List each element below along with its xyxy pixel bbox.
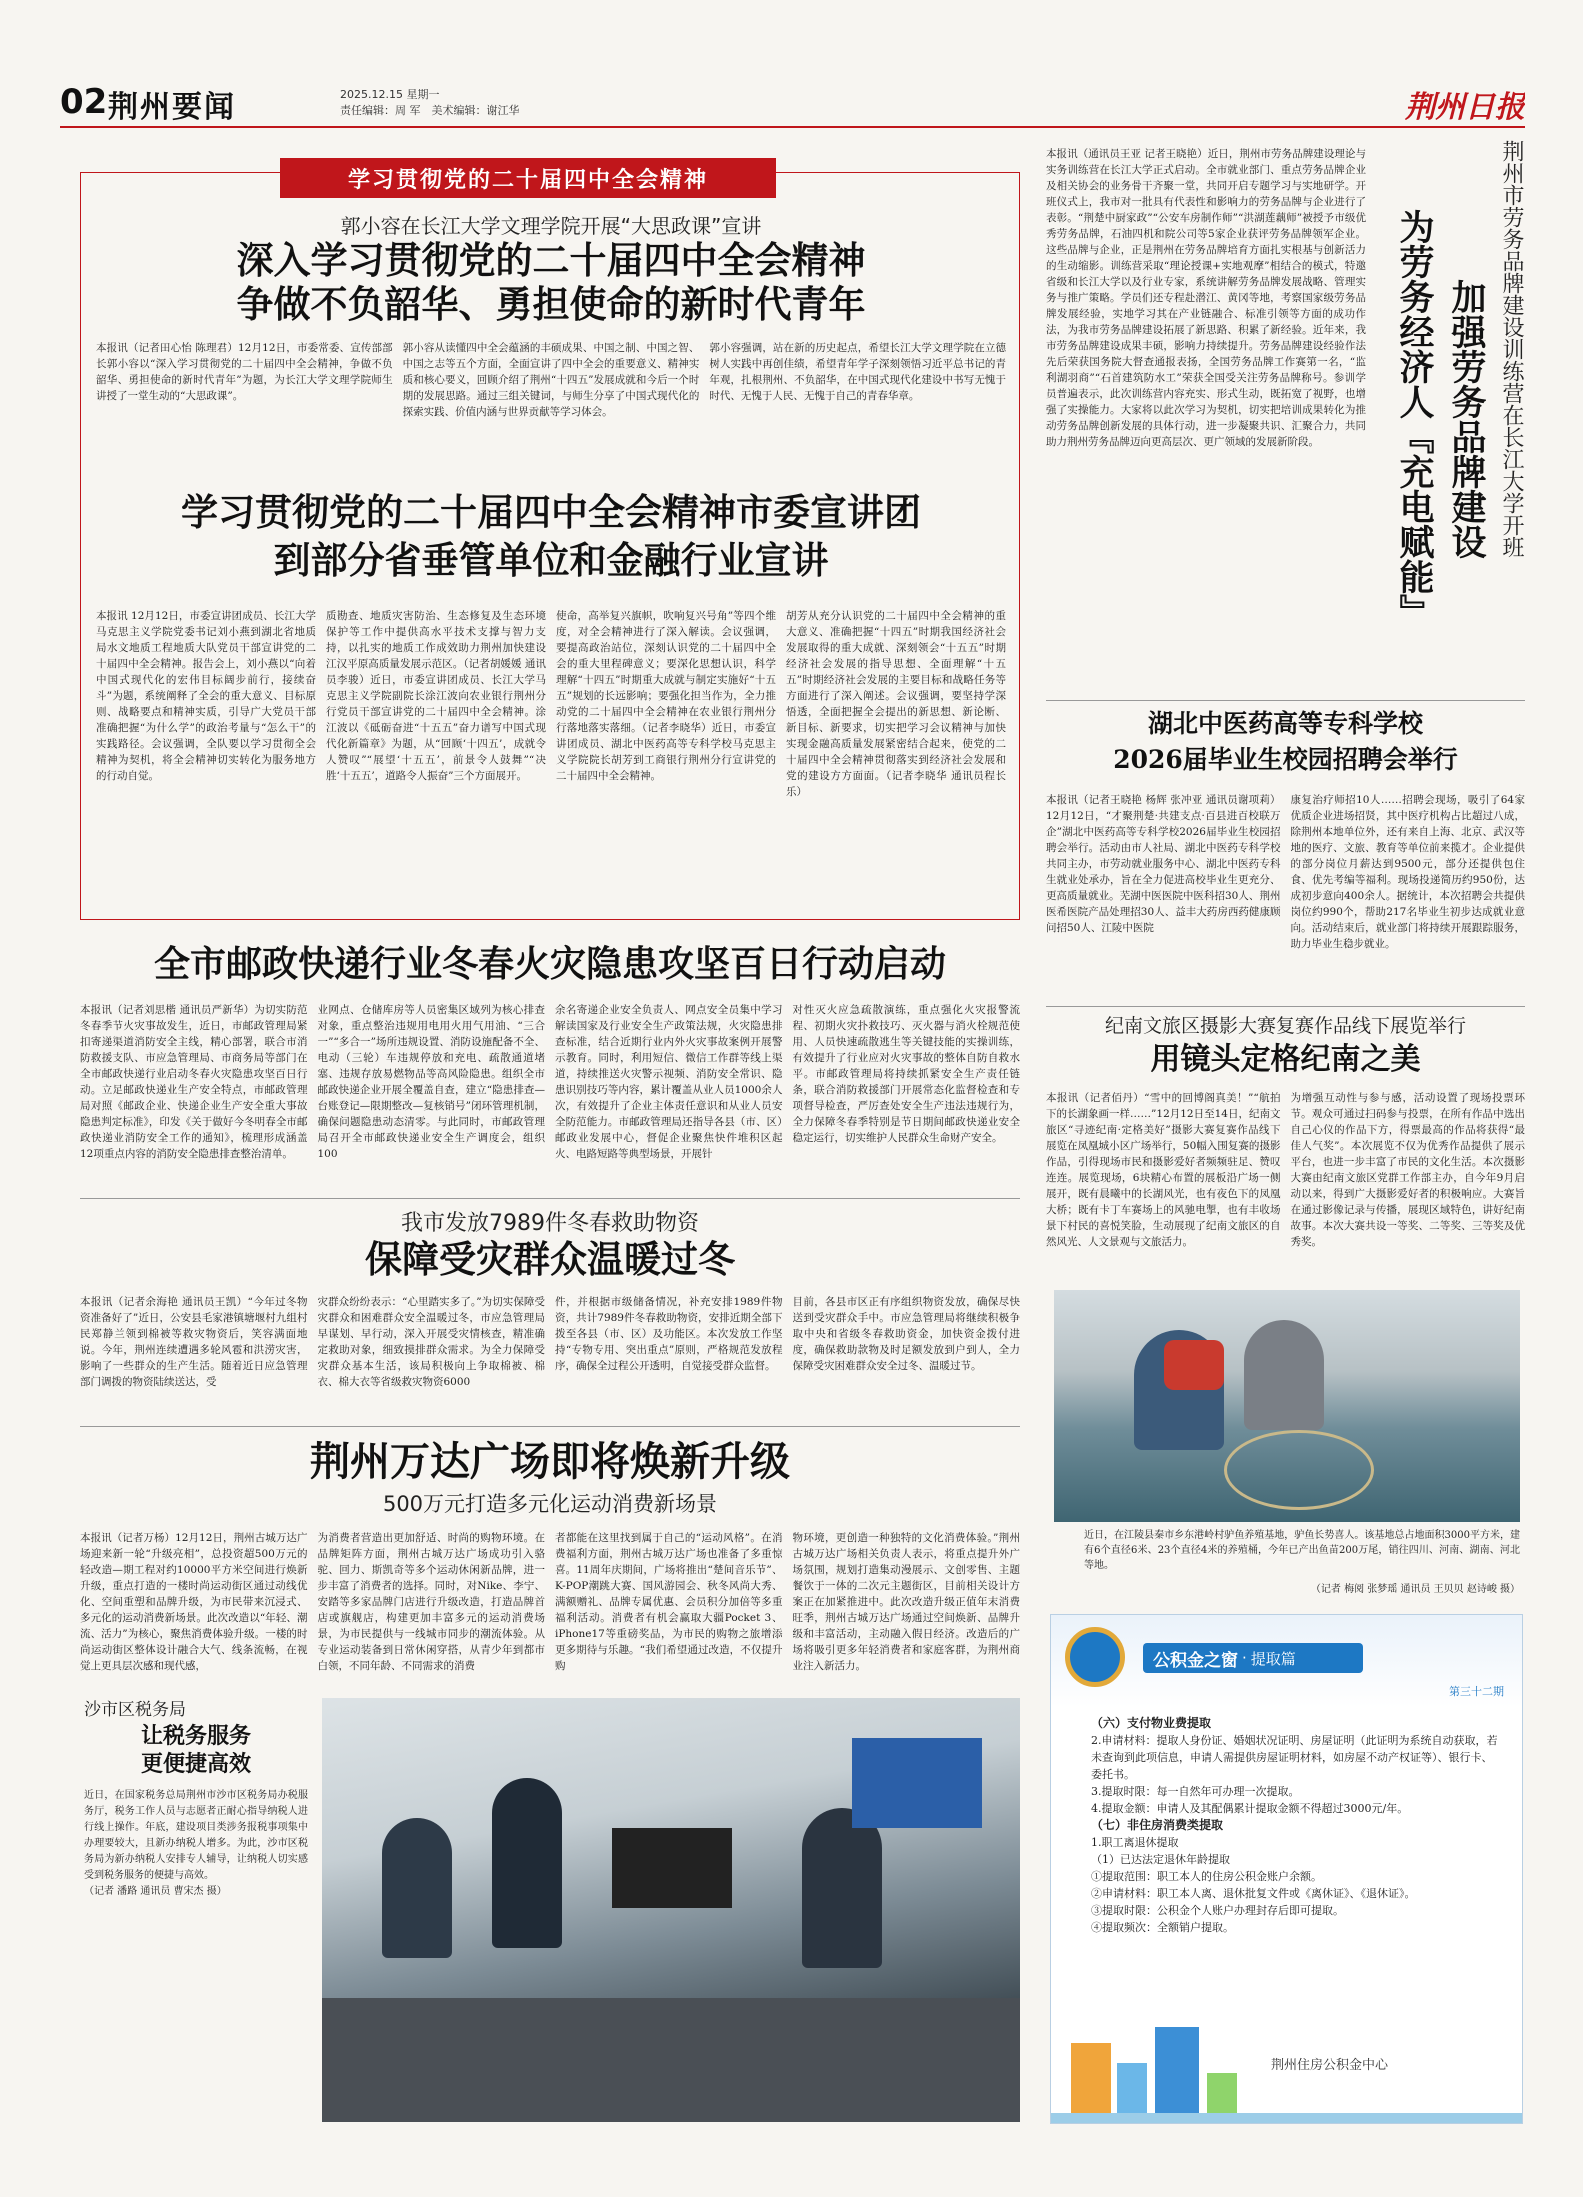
article-body: 本报讯（记者刘思楷 通讯员严新华）为切实防范冬春季节火灾事故发生，近日，市邮政管理局紧扣寄递渠道消防安全主线，精心部署，联合市消防救援支队、市应急管理局、市商务局等部门在全市邮政快递行业启动冬春火灾隐患攻坚百日行动。立足邮政快递业生产安全特点，市邮政管理局对照《邮政企业、快递企业生产安全重大事故隐患判定标准》，印发《关于做好今冬明春全市邮政快递业消防安全工作的通知》，梳理形成涵盖12项重点内容的消防安全隐患排查整治清单。: [80, 1004, 308, 1160]
photo-caption: 近日，在江陵县秦市乡东港岭村驴鱼养殖基地，驴鱼长势喜人。该基地总占地面积3000平方米，建有6个直径6米、23个直径4米的养殖桶，今年已产出鱼苗200万尾，销往四川、河南、湖南、河北等地。: [1084, 1530, 1520, 1571]
fund-header: 公积金之窗 · 提取篇 第三十二期: [1051, 1615, 1522, 1707]
article-title-2: 争做不负韶华、勇担使命的新时代青年: [236, 282, 866, 326]
article-title: 学习贯彻党的二十届四中全会精神市委宣讲团: [181, 490, 921, 534]
article-body: 本报讯（记者余海艳 通讯员王凯）“今年过冬物资准备好了”近日，公安县毛家港镇塘堰村九组村民郑静兰领到棉被等救灾物资后，笑容满面地说。今年，荆州连续遭遇多轮风雹和洪涝灾害，影响了一些群众的生产生活。随着近日应急管理部门调拨的物资陆续送达，受: [80, 1296, 308, 1388]
fund-line: 3.提取时限：每一自然年可办理一次提取。: [1091, 1785, 1300, 1798]
article-body: 本报讯（记者佰丹）“雪中的回博阁真美！”“航拍下的长湖象画一样……”12月12日至14日，纪南文旅区“寻迹纪南·定格美好”摄影大赛复赛作品线下展览在凤凰城小区广场举行，50幅入围复赛的摄影作品，引得现场市民和摄影爱好者频频驻足、赞叹连连。展览现场，6块精心布置的展板沿广场一侧展开，既有晨曦中的长湖风光，也有夜色下的凤凰大桥；既有卡丁车赛场上的风驰电掣，也有丰收场景下村民的喜悦笑脸，生动展现了纪南文旅区的自然风光、人文景观与文旅活力。: [1046, 1092, 1281, 1248]
fund-tag: 提取篇: [1250, 1649, 1296, 1668]
article-title-2: 到部分省垂管单位和金融行业宣讲: [273, 538, 829, 582]
article-body: 对性灭火应急疏散演练，重点强化火灾报警流程、初期火灾扑救技巧、灭火器与消火栓规范使用、人员快速疏散逃生等关键技能的实操训练，有效提升了行业应对火灾事故的整体自防自救水平。市邮政管理局将持续抓紧安全生产责任链条，联合消防救援部门开展常态化监督检查和专项督导检查，严厉查处安全生产违法违规行为，全力保障冬春季特别是节日期间邮政快递业安全稳定运行，切实维护人民群众生命财产安全。: [792, 1004, 1020, 1144]
divider: [1046, 700, 1525, 701]
page-number: 02: [60, 82, 108, 122]
article-tax-service: [80, 1698, 1020, 2122]
fund-section-heading: （六）支付物业费提取: [1091, 1716, 1212, 1730]
photo-story-headline: 让税务服务: [140, 1723, 251, 1749]
fund-line: ①提取范围：职工本人的住房公积金账户余额。: [1091, 1870, 1322, 1883]
article-title: 深入学习贯彻党的二十届四中全会精神: [236, 238, 866, 282]
editor-line: 责任编辑：周 军 美术编辑：谢江华: [340, 104, 520, 117]
fund-issue: 第三十二期: [1449, 1685, 1504, 1698]
fund-line: 2.申请材料：提取人身份证、婚姻状况证明、房屋证明（此证明为系统自动获取，若未查询到此项信息，申请人需提供房屋证明材料，如房屋不动产权证等）、银行卡、委托书。: [1091, 1734, 1498, 1781]
article-lecture: [96, 210, 1006, 486]
article-title: 加强劳务品牌建设: [1446, 279, 1487, 559]
article-title-2: 2026届毕业生校园招聘会举行: [1113, 745, 1458, 774]
article-kicker: 我市发放7989件冬春救助物资: [401, 1211, 699, 1236]
masthead-rule: [60, 126, 1525, 128]
newspaper-logo: 荆州日报: [1405, 90, 1525, 122]
divider: [1046, 1006, 1525, 1007]
fund-line: ④提取频次：全额销户提取。: [1091, 1921, 1234, 1934]
article-body: 本报讯 12月12日，市委宣讲团成员、长江大学马克思主义学院党委书记刘小燕到湖北省地质局水文地质工程地质大队党员干部宣讲党的二十届四中全会精神。报告会上，刘小燕以“向着中国式现代化的宏伟目标阔步前行，接续奋斗”为题，系统阐释了全会的重大意义、目标原则、战略要点和精神实质，引导广大党员干部准确把握“为什么学”的政治考量与“怎么干”的实践路径。会议强调，全队要以学习贯彻全会精神为契机，将全会精神切实转化为服务地方的行动自觉。: [96, 610, 316, 782]
fund-line: 4.提取金额：申请人及其配偶累计提取金额不得超过3000元/年。: [1091, 1802, 1409, 1815]
section-banner-label: 学习贯彻党的二十届四中全会精神: [347, 166, 708, 193]
article-postal-fire: [80, 936, 1020, 1188]
article-photo-contest: [1046, 1012, 1525, 1282]
article-body: 为消费者营造出更加舒适、时尚的购物环境。在品牌矩阵方面，荆州古城万达广场成功引入骆驼、回力、斯凯奇等多个运动休闲新品牌，进一步丰富了消费者的选择。同时，对Nike、李宁、安踏等多家品牌门店进行升级改造，打造品牌首店或旗舰店，构建更加丰富多元的运动消费场景，为市民提供与一线城市同步的潮流体验。从专业运动装备到日常休闲穿搭，从青少年到都市白领，不同年龄、不同需求的消费: [317, 1532, 545, 1672]
article-title-2: 为劳务经济人『充电赋能』: [1394, 209, 1435, 629]
article-body: 胡芳从充分认识党的二十届四中全会精神的重大意义、准确把握“十四五”时期我国经济社会发展取得的重大成就、深刻领会“十五五”时期经济社会发展的指导思想、全面理解“十五五”时期经济社会发展的主要目标和战略任务等方面进行了深入阐述。会议强调，要坚持学深悟透，全面把握全会提出的新思想、新论断、新目标、新要求，切实把学习会议精神与加快实现金融高质量发展紧密结合起来，使党的二十届四中全会精神贯彻落实到经济社会发展和党的建设方方面面。（记者李晓华 通讯员程长乐）: [786, 610, 1006, 798]
article-body: 使命，高举复兴旗帜，吹响复兴号角”等四个维度，对全会精神进行了深入解读。会议强调，要提高政治站位，深刻认识党的二十届四中全会的重大里程碑意义；要深化思想认识，科学理解“十四五”时期重大成就与制定实施好“十五五”规划的长远影响；要强化担当作为，全力推动党的二十届四中全会精神在农业银行荆州分行落地落实落细。（记者李晓华）近日，市委宣讲团成员、湖北中医药高等专科学校马克思主义学院院长胡芳到工商银行荆州分行宣讲党的二十届四中全会精神。: [556, 610, 776, 782]
photo-credit: （记者 梅阅 张梦瑶 通讯员 王贝贝 赵诗峻 摄）: [1310, 1584, 1520, 1595]
article-body: 目前，各县市区正有序组织物资发放，确保尽快送到受灾群众手中。市应急管理局将继续积极争取中央和省级冬春救助资金，加快资金拨付进度，确保救助款物及时足额发放到户到人，全力保障受灾困难群众安全过冬、温暖过节。: [792, 1296, 1020, 1372]
fund-brand: 公积金之窗: [1153, 1650, 1238, 1671]
tax-news-photo: [322, 1698, 1020, 2122]
fish-farm-photo: [1054, 1290, 1520, 1522]
article-title: 用镜头定格纪南之美: [1150, 1042, 1421, 1077]
fund-line: ②申请材料：职工本人离、退休批复文件或《离休证》、《退休证》。: [1091, 1887, 1416, 1900]
article-body: 本报讯（记者田心怡 陈理君）12月12日，市委常委、宣传部部长郭小容以“深入学习贯彻党的二十届四中全会精神，争做不负韶华、勇担使命的新时代青年”为题，为长江大学文理学院师生讲授了一堂生动的“大思政课”。: [96, 342, 393, 402]
photo-story-title: 沙市区税务局: [84, 1700, 186, 1720]
section-banner: [280, 158, 776, 198]
article-body: 物环境，更创造一种独特的文化消费体验。”荆州古城万达广场相关负责人表示，将重点提升外广场氛围，规划打造集动漫展示、文创零售、主题餐饮于一体的二次元主题街区，目前相关设计方案正在加紧推进中。此次改造升级正值年末消费旺季，荆州古城万达广场通过空间焕新、品牌升级和丰富活动，主动融入假日经济。改造后的广场将吸引更多年轻消费者和家庭客群，为荆州商业注入新活力。: [792, 1532, 1020, 1672]
fund-logo-icon: [1065, 1627, 1125, 1687]
article-body: 件，并根据市级储备情况，补充安排1989件物资，共计7989件冬春救助物资，安排近期全部下拨至各县（市、区）及功能区。本次发放工作坚持“专物专用、突出重点”原则，严格规范发放程序，确保全过程公开透明，自觉接受群众监督。: [555, 1296, 783, 1372]
article-labor-brand: [1046, 140, 1525, 698]
divider: [80, 1426, 1020, 1427]
article-title: 全市邮政快递行业冬春火灾隐患攻坚百日行动启动: [153, 943, 946, 985]
article-subtitle: 500万元打造多元化运动消费新场景: [382, 1492, 718, 1516]
article-wanda-plaza: [80, 1436, 1020, 1690]
article-body: 为增强互动性与参与感，活动设置了现场投票环节。观众可通过扫码参与投票，在所有作品中选出自己心仪的作品下方，得票最高的作品将获得“最佳人气奖”。本次展览不仅为优秀作品提供了展示平台，也进一步丰富了市民的文化生活。本次摄影大赛由纪南文旅区党群工作部主办，自今年9月启动以来，得到广大摄影爱好者的积极响应。大赛旨在通过影像记录与传播，展现区域特色，讲好纪南故事。本次大赛共设一等奖、二等奖、三等奖及优秀奖。: [1290, 1092, 1525, 1248]
article-kicker: 荆州市劳务品牌建设训练营在长江大学开班: [1499, 140, 1524, 558]
article-job-fair: [1046, 706, 1525, 1004]
article-body: 质勘查、地质灾害防治、生态修复及生态环境保护等工作中提供高水平技术支撑与智力支持，以扎实的地质工作成效助力荆州加快建设江汉平原高质量发展示范区。（记者胡媛媛 通讯员李骏）近日，市委宣讲团成员、长江大学马克思主义学院副院长涂江波向农业银行荆州分行党员干部宣讲党的二十届四中全会精神。涂江波以《砥砺奋进“十五五”奋力谱写中国式现代化新篇章》为题，从“回顾‘十四五’，成就令人赞叹”“展望‘十五五’，前景令人鼓舞”“决胜‘十五五’，道路令人振奋”三个方面展开。: [326, 610, 546, 782]
article-propaganda-team: [96, 488, 1006, 910]
article-title: 保障受灾群众温暖过冬: [365, 1237, 735, 1281]
article-body: 康复治疗师招10人……招聘会现场，吸引了64家优质企业进场招贤，其中医疗机构占比超过八成，除荆州本地单位外，还有来自上海、北京、武汉等地的医疗、文旅、教育等单位前来揽才。企业提供的部分岗位月薪达到9500元，部分还提供包住食、优先考编等福利。现场投递简历约950份，达成初步意向400余人。据统计，本次招聘会共提供岗位约990个，帮助217名毕业生初步达成就业意向。活动结束后，就业部门将持续开展跟踪服务，助力毕业生稳步就业。: [1290, 794, 1525, 950]
article-body: 余名寄递企业安全负责人、网点安全员集中学习解读国家及行业安全生产政策法规，火灾隐患排查标准，结合近期行业内外火灾事故案例开展警示教育。同时，利用短信、微信工作群等线上渠道，持续推送火灾警示视频、消防安全常识、隐患识别技巧等内容，累计覆盖从业人员1000余人次，有效提升了企业主体责任意识和从业人员安全防范能力。市邮政管理局还指导各县（市、区）邮政业发展中心，督促企业聚焦快件堆积区起火、电路短路等典型场景，开展针: [555, 1004, 783, 1160]
fund-footer: 荆州住房公积金中心: [1271, 2058, 1389, 2073]
fund-line: 1.职工离退休提取: [1091, 1836, 1179, 1849]
photo-story-headline-2: 更便捷高效: [140, 1751, 251, 1777]
fund-section-heading: （七）非住房消费类提取: [1091, 1818, 1224, 1832]
article-body: 灾群众纷纷表示：“心里踏实多了。”为切实保障受灾群众和困难群众安全温暖过冬，市应急管理局早谋划、早行动，深入开展受灾情核查，精准确定救助对象，细致摸排群众需求。为全力保障受灾群众基本生活，该局积极向上争取棉被、棉衣、棉大衣等省级救灾物资6000: [317, 1296, 545, 1388]
photo-credit: （记者 潘路 通讯员 曹宋杰 摄）: [84, 1886, 227, 1897]
fund-line: ③提取时限：公积金个人账户办理封存后即可提取。: [1091, 1904, 1344, 1917]
photo-story-body: 近日，在国家税务总局荆州市沙市区税务局办税服务厅，税务工作人员与志愿者正耐心指导纳税人进行线上操作。年底，建设项目类涉务报税事项集中办理要较大，且新办纳税人增多。为此，沙市区税务局为新办纳税人安排专人辅导，让纳税人切实感受到税务服务的便捷与高效。: [84, 1790, 308, 1881]
issue-date: 2025.12.15 星期一: [340, 88, 440, 101]
section-title: 荆州要闻: [108, 90, 236, 122]
article-kicker: 纪南文旅区摄影大赛复赛作品线下展览举行: [1104, 1015, 1466, 1037]
article-relief-supplies: [80, 1206, 1020, 1418]
article-body: 本报讯（记者王晓艳 杨辉 张冲亚 通讯员谢项莉）12月12日，“才聚荆楚·共建支点·百县进百校联万企”湖北中医药高等专科学校2026届毕业生校园招聘会举行。活动由市人社局、湖北中医药专科学校共同主办，市劳动就业服务中心、湖北中医药专科生就业处承办，旨在全力促进高校毕业生更充分、更高质量就业。芜湖中医医院中医科招30人、荆州医希医院产品处理招30人、益丰大药房西药健康顾问招50人、江陵中医院: [1046, 794, 1281, 934]
masthead: [60, 82, 1525, 122]
article-body: 郭小容强调，站在新的历史起点，希望长江大学文理学院在立德树人实践中再创佳绩，希望青年学子深刻领悟习近平总书记的青年观，扎根荆州、不负韶华，在中国式现代化建设中书写无愧于时代、无愧于人民、无愧于自己的青春华章。: [709, 342, 1006, 402]
fund-line: （1）已达法定退休年龄提取: [1091, 1853, 1230, 1866]
article-body: 者都能在这里找到属于自己的“运动风格”。在消费福利方面，荆州古城万达广场也准备了多重惊喜。11周年庆期间，广场将推出“楚间音乐节”、K-POP潮跳大赛、国风游园会、秋冬风尚大秀、满额赠礼、品牌专属优惠、会员积分加倍等多重福利活动。消费者有机会赢取大疆Pocket 3、iPhone17等重磅奖品，为市民的购物之旅增添更多期待与乐趣。“我们希望通过改造，不仅提升购: [555, 1532, 783, 1672]
article-body: 本报讯（记者万杨）12月12日，荆州古城万达广场迎来新一轮“升级亮相”，总投资超500万元的轻改造—期工程对约10000平方米空间进行焕新升级，重点打造的一楼时尚运动街区通过动线优化、空间重塑和品牌升级，为市民带来沉浸式、多元化的运动消费新场景。此次改造以“年轻、潮流、活力”为核心，聚焦消费体验升级。一楼的时尚运动街区整体设计融合大气、线条流畅，在视觉上更具层次感和现代感，: [80, 1532, 308, 1672]
article-body: 本报讯（通讯员王亚 记者王晓艳）近日，荆州市劳务品牌建设理论与实务训练营在长江大学正式启动。全市就业部门、重点劳务品牌企业及相关协会的业务骨干齐聚一堂，共同开启专题学习与实地研学。开班仪式上，我市对一批具有代表性和影响力的劳务品牌与企业进行了表彰。“荆楚中厨家政”“公安车房制作师”“洪湖莲藕师”被授予市级优秀劳务品牌，石油四机和院公司等5家企业获评劳务品牌领军企业。这些品牌与企业，正是荆州在劳务品牌培育方面扎实根基与创新活力的生动缩影。训练营采取“理论授课+实地观摩”相结合的模式，特邀省级和长江大学以及行业专家，系统讲解劳务品牌发展战略、管理实务与推广策略。学员们还专程赴潜江、黄冈等地，考察国家级劳务品牌发展经验，实地学习其在产业链融合、标准引领等方面的成功作法，为我市劳务品牌建设拓展了新思路、积累了新经验。近年来，我市劳务品牌建设成果丰硕，影响力持续提升。劳务品牌建设经验作法先后荣获国务院大督查通报表扬，全国劳务品牌工作赛第一名，“监利湖羽商”“石首建筑防水工”荣获全国受关注劳务品牌称号。参训学员普遍表示，此次训练营内容充实、形式生动，既拓宽了视野，也增强了实操能力。大家将以此次学习为契机，切实把培训成果转化为推动劳务品牌创新发展的具体行动，进一步凝聚共识、汇聚合力，共同助力荆州劳务品牌迈向更高层次、更广领域的发展新阶段。: [1046, 148, 1366, 448]
article-body: 郭小容从读懂四中全会蕴涵的丰硕成果、中国之制、中国之智、中国之志等五个方面，全面宣讲了四中全会的重要意义、精神实质和核心要义，回顾介绍了荆州“十四五”发展成就和今后一个时期的发展思路。通过三组关键词，与师生分享了中国式现代化的探索实践、价值内涵与世界贡献等学习体会。: [402, 342, 700, 418]
article-fish-farm: [1054, 1290, 1520, 1606]
divider: [80, 1198, 1020, 1199]
provident-fund-box: [1050, 1614, 1523, 2124]
article-kicker: 郭小容在长江大学文理学院开展“大思政课”宣讲: [340, 214, 762, 238]
article-title: 湖北中医药高等专科学校: [1147, 709, 1423, 738]
article-body: 业网点、仓储库房等人员密集区域列为核心排查对象，重点整治违规用电用火用气用油、“三合一”“多合一”场所违规设置、消防设施配备不全、电动（三轮）车违规停放和充电、疏散通道堵塞、违规存放易燃物品等高风险隐患。组织全市邮政快递企业开展全覆盖自查，建立“隐患排查—台账登记—限期整改—复核销号”闭环管理机制，确保问题隐患动态清零。与此同时，市邮政管理局召开全市邮政快递业安全生产调度会，组织100: [317, 1004, 545, 1160]
article-title: 荆州万达广场即将焕新升级: [310, 1438, 790, 1485]
